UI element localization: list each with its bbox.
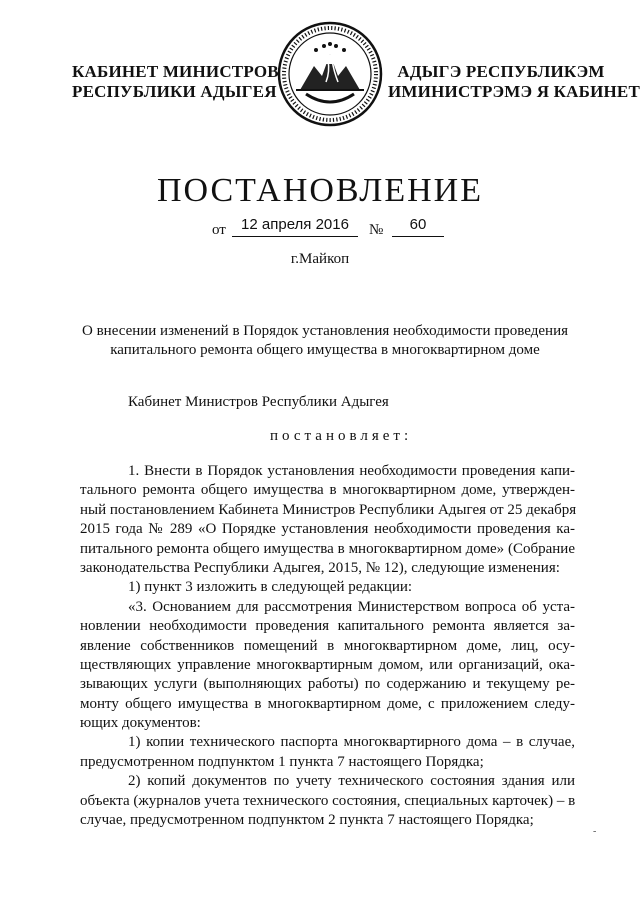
- body-line: 1) пункт 3 изложить в следующей редакции:: [128, 579, 413, 596]
- document-body: [80, 462, 575, 830]
- body-line: монту общего имущества в многоквартирном доме, с приложением следу-: [80, 695, 575, 712]
- coat-of-arms-emblem: [276, 20, 384, 128]
- body-line: 2015 года № 289 «О Порядке установления необходимости проведения ка-: [80, 521, 575, 538]
- body-line: 2) копий документов по учету технического состояния здания или: [128, 773, 575, 790]
- body-line: «3. Основанием для рассмотрения Министерством вопроса об уста-: [128, 598, 575, 615]
- document-number: 60: [392, 216, 444, 237]
- resolves-word: постановляет:: [270, 428, 413, 444]
- body-line: явление собственников помещений в многоквартирном доме, лиц, осу-: [80, 637, 575, 654]
- issuer-name-line: РЕСПУБЛИКИ АДЫГЕЯ: [72, 82, 277, 101]
- subject-line: капитального ремонта общего имущества в многоквартирном доме: [110, 342, 540, 358]
- document-date: 12 апреля 2016: [232, 216, 358, 237]
- body-line: новлении необходимости проведения капитального ремонта является за-: [80, 618, 575, 635]
- number-prefix: №: [369, 222, 384, 238]
- issuer-name-line: АДЫГЭ РЕСПУБЛИКЭМ: [397, 62, 605, 81]
- body-line: объекта (журналов учета технического состояния, специальных карточек) – в: [80, 792, 576, 809]
- body-line: ющих документов:: [80, 715, 201, 732]
- issuer-name-adyghe: [388, 62, 640, 102]
- body-line: ществляющих управление многоквартирным домом, или организаций, ока-: [80, 656, 575, 673]
- issuer-statement: Кабинет Министров Республики Адыгея: [128, 394, 389, 410]
- subject-line: О внесении изменений в Порядок установления необходимости проведения: [82, 323, 568, 339]
- body-line: тального ремонта общего имущества в многоквартирном доме, утвержден-: [80, 482, 575, 499]
- document-subject: [80, 322, 570, 360]
- scan-mark: -: [593, 826, 597, 837]
- body-line: ный постановлением Кабинета Министров Республики Адыгея от 25 декабря: [80, 501, 577, 518]
- body-line: законодательства Республики Адыгея, 2015, № 12), следующие изменения:: [80, 559, 560, 576]
- document-title: ПОСТАНОВЛЕНИЕ: [156, 172, 484, 209]
- body-line: питального ремонта общего имущества в многоквартирном доме» (Собрание: [80, 540, 575, 557]
- date-prefix: от: [212, 222, 226, 238]
- body-line: зывающих услуги (выполняющих работы) по содержанию и текущему ре-: [80, 676, 575, 693]
- issuer-name-line: КАБИНЕТ МИНИСТРОВ: [72, 62, 279, 81]
- issuer-name-line: ИМИНИСТРЭМЭ Я КАБИНЕТ: [388, 82, 640, 101]
- body-line: случае, предусмотренном подпунктом 2 пункта 7 настоящего Порядка;: [80, 812, 534, 829]
- issuer-name-russian: [72, 62, 279, 102]
- body-line: 1. Внести в Порядок установления необходимости проведения капи-: [128, 463, 575, 479]
- body-line: предусмотренном подпунктом 1 пункта 7 настоящего Порядка;: [80, 753, 484, 770]
- city: г.Майкоп: [290, 251, 350, 267]
- body-line: 1) копии технического паспорта многоквартирного дома – в случае,: [128, 734, 575, 751]
